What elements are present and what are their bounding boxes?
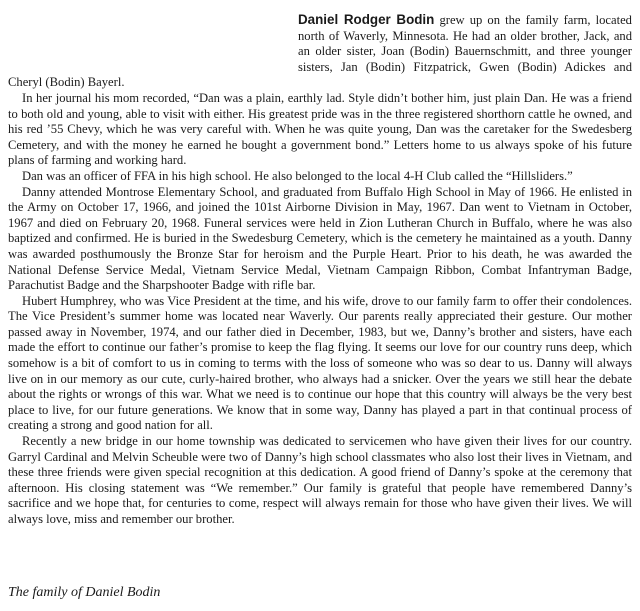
- family-signature: The family of Daniel Bodin: [8, 585, 161, 600]
- paragraph-military-service: Danny attended Montrose Elementary School, and graduated from Buffalo High School in May of 1966. He enlisted in the Army on October 17, 1966, and joined the 101st Airborne Division in May, 1967. Dan went to Vietnam in October, 1967 and died on February 20, 1968. Funeral services were held in Zion Lutheran Church in Buffalo, where he was also baptized and confirmed. He is buried in the Swedesburg Cemetery, which is the cemetery he maintained as a youth. Danny was awarded posthumously the Bronze Star for heroism and the Purple Heart. Prior to his death, he was awarded the National Defense Service Medal, Vietnam Service Medal, Vietnam Campaign Ribbon, Combat Infantryman Badge, Parachutist Badge and the Sharpshooter Badge with rifle bar.: [8, 184, 632, 293]
- paragraph-bridge-dedication: Recently a new bridge in our home township was dedicated to servicemen who have given their lives for our country. Garryl Cardinal and Melvin Scheuble were two of Danny’s high school classmates who also lost their lives in Vietnam, and these three friends were given special recognition at this dedication. A good friend of Danny’s spoke at the ceremony that afternoon. His closing statement was “We remember.” Our family is grateful that people have remembered Danny’s sacrifice and we hope that, for centuries to come, respect will always remain for those who have given their lives. We will always love, miss and remember our brother.: [8, 434, 632, 526]
- paragraph-ffa: Dan was an officer of FFA in his high school. He also belonged to the local 4-H Club called the “Hillsliders.”: [22, 168, 573, 183]
- photo-placeholder: [8, 12, 298, 75]
- intro-text: grew up on the family farm, located north of Waverly, Minnesota. He had an older brother, Jack, and an older sister, Joan (Bodin) Bauernschmitt, and three younger sisters, Jan (Bodin) Fitzpatrick, Gwen (Bodin) Adickes and Cheryl (Bodin) Bayerl.: [8, 13, 632, 90]
- paragraph-journal: In her journal his mom recorded, “Dan was a plain, earthly lad. Style didn’t bother him, just plain Dan. He was a friend to both old and young, able to visit with either. His greatest pride was in the three registered shorthorn cattle he owned, and his red ’55 Chevy, which he was very careful with. When he was quite young, Dan was the caretaker for the Swedesberg Cemetery, and with the money he earned he bought a government bond.” Letters home to us always spoke of his future plans of farming and working hard.: [8, 90, 632, 168]
- subject-name: Daniel Rodger Bodin: [298, 12, 435, 27]
- paragraph-condolences: Hubert Humphrey, who was Vice President at the time, and his wife, drove to our family farm to offer their condolences. The Vice President’s summer home was located near Waverly. Our parents really appreciated their gesture. Our mother passed away in November, 1974, and our father died in December, 1983, but we, Danny’s brother and sisters, have each made the effort to continue our father’s promise to keep the flag flying. It seems our love for our country runs deep, which somehow is a bit of comfort to us in coming to terms with the loss of someone who was so dear to us. Danny will always live on in our memory as our cute, curly-haired brother, who always had a snicker. Over the years we still hear the debate about the rights or wrongs of this war. What we need is to continue our hope that this country will always be the very best place to live, for our future generations. We know that in some way, Danny has played a part in that continual process of creating a strong and good nation for all.: [8, 293, 632, 433]
- obituary-article: [8, 12, 632, 528]
